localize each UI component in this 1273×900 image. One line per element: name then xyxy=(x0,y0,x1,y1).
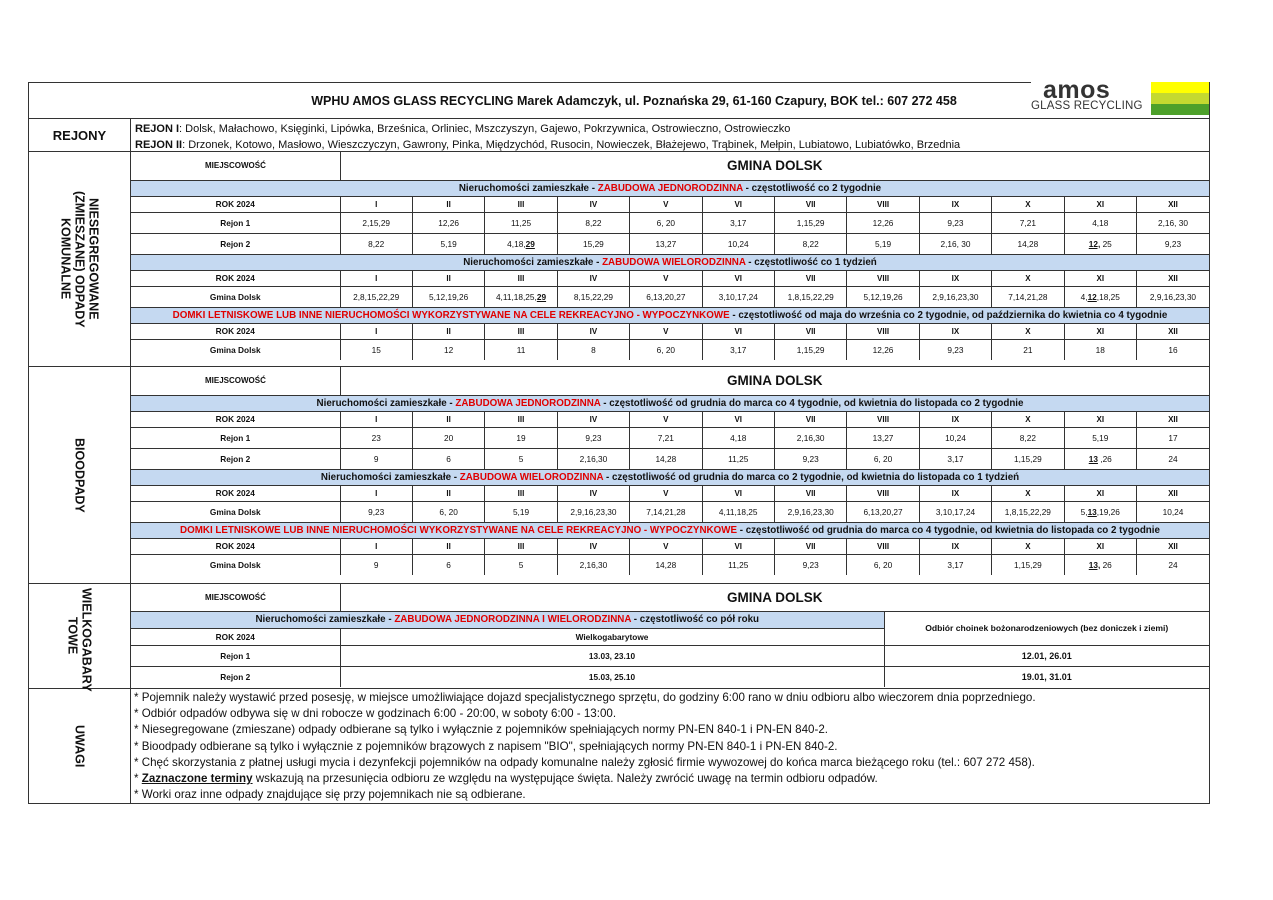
logo-stripes-icon xyxy=(1151,82,1209,115)
date-cell: 12 xyxy=(412,339,484,360)
section-uwagi xyxy=(29,689,1209,804)
month-header: X xyxy=(992,538,1064,554)
date-cell: 6, 20 xyxy=(847,448,919,469)
month-header: X xyxy=(992,411,1064,427)
section-wielkogabarytowe xyxy=(29,584,1209,692)
month-header: II xyxy=(412,411,484,427)
section-niesegregowane xyxy=(29,152,1209,367)
month-header: III xyxy=(485,323,557,339)
month-header: V xyxy=(630,485,702,501)
section-bioodpady-label: BIOODPADY xyxy=(72,437,87,513)
date-cell: 1,15,29 xyxy=(774,339,846,360)
month-header: V xyxy=(630,411,702,427)
row-label: Rejon 2 xyxy=(131,448,340,469)
date-cell: 2,9,16,23,30 xyxy=(1136,286,1209,307)
section-wielkogabarytowe-label: WIELKOGABARY TOWE xyxy=(65,588,94,692)
month-header: III xyxy=(485,538,557,554)
band-domki: DOMKI LETNISKOWE LUB INNE NIERUCHOMOŚCI WYKORZYSTYWANE NA CELE REKREACYJNO - WYPOCZYNKOWE - częstotliwość od grudnia do marca co 4 tygodnie, od kwietnia do listopada co 2 tygodnie xyxy=(131,522,1209,538)
month-header: VI xyxy=(702,323,774,339)
month-header: V xyxy=(630,270,702,286)
band-wielkogabarytowe: Nieruchomości zamieszkałe - ZABUDOWA JEDNORODZINNA I WIELORODZINNA - częstotliwość co pół roku xyxy=(131,611,884,628)
date-cell: 14,28 xyxy=(630,448,702,469)
row-label: Gmina Dolsk xyxy=(131,339,340,360)
month-header: II xyxy=(412,485,484,501)
date-cell: 11,25 xyxy=(702,554,774,575)
date-cell: 5,19 xyxy=(1064,427,1136,448)
date-cell: 23 xyxy=(340,427,412,448)
band-jednorodzinna: Nieruchomości zamieszkałe - ZABUDOWA JEDNORODZINNA - częstotliwość od grudnia do marca co 4 tygodnie, od kwietnia do listopada co 2 tygodnie xyxy=(131,395,1209,411)
miejscowosc-label: MIEJSCOWOŚĆ xyxy=(131,584,340,611)
logo-subtitle: GLASS RECYCLING xyxy=(1031,100,1143,112)
months-row xyxy=(131,323,1209,339)
month-header: XI xyxy=(1064,538,1136,554)
months-row xyxy=(131,196,1209,212)
month-header: III xyxy=(485,485,557,501)
rok-label: ROK 2024 xyxy=(131,411,340,427)
date-cell: 8,15,22,29 xyxy=(557,286,629,307)
logo-word: amos xyxy=(1043,76,1111,104)
month-header: VII xyxy=(774,323,846,339)
date-cell: 3,17 xyxy=(702,339,774,360)
date-cell: 10,24 xyxy=(919,427,991,448)
band-wielorodzinna: Nieruchomości zamieszkałe - ZABUDOWA WIELORODZINNA - częstotliwość od grudnia do marca co 2 tygodnie, od kwietnia do listopada co 1 tydzień xyxy=(131,469,1209,485)
date-cell: 6, 20 xyxy=(630,212,702,233)
date-cell: 10,24 xyxy=(1136,501,1209,522)
date-cell: 24 xyxy=(1136,448,1209,469)
date-cell: 2,16, 30 xyxy=(919,233,991,254)
month-header: IX xyxy=(919,538,991,554)
month-header: VI xyxy=(702,485,774,501)
gmina-title: GMINA DOLSK xyxy=(340,152,1209,180)
section-bioodpady xyxy=(29,367,1209,584)
date-cell: 9,23 xyxy=(1136,233,1209,254)
date-cell: 13 ,26 xyxy=(1064,448,1136,469)
note-line: * Chęć skorzystania z płatnej usługi mycia i dezynfekcji pojemników na odpady komunalne należy zgłosić firmie wywozowej do końca marca bieżącego roku (tel.: 607 272 458). xyxy=(134,755,1035,769)
gmina-title: GMINA DOLSK xyxy=(340,367,1209,395)
table-row xyxy=(131,501,1209,522)
months-row xyxy=(131,538,1209,554)
date-cell: 5,12,19,26 xyxy=(847,286,919,307)
row-label: Gmina Dolsk xyxy=(131,554,340,575)
month-header: VI xyxy=(702,538,774,554)
wielk-rejon-2-dates: 15.03, 25.10 xyxy=(340,666,884,687)
note-line: * Bioodpady odbierane są tylko i wyłącznie z pojemników brązowych z napisem "BIO", spełniających normy PN-EN 840-1 i PN-EN 840-2. xyxy=(134,739,838,753)
date-cell: 6, 20 xyxy=(630,339,702,360)
date-cell: 13,27 xyxy=(630,233,702,254)
month-header: II xyxy=(412,270,484,286)
note-line: * Zaznaczone terminy wskazują na przesunięcia odbioru ze względu na występujące święta. Należy zwrócić uwagę na termin odbioru odpadów. xyxy=(134,772,878,786)
months-row xyxy=(131,411,1209,427)
date-cell: 6,13,20,27 xyxy=(630,286,702,307)
month-header: IX xyxy=(919,485,991,501)
date-cell: 6 xyxy=(412,448,484,469)
date-cell: 9 xyxy=(340,554,412,575)
note-line: * Pojemnik należy wystawić przed posesję, w miejsce umożliwiające dojazd specjalistycznego sprzętu, do godziny 6:00 rano w dniu odbioru albo wieczorem dnia poprzedniego. xyxy=(134,691,1036,704)
date-cell: 9 xyxy=(340,448,412,469)
rejon-1-label: Rejon 1 xyxy=(131,645,340,666)
date-cell: 15 xyxy=(340,339,412,360)
table-row xyxy=(131,448,1209,469)
rok-label: ROK 2024 xyxy=(131,323,340,339)
note-line: * Odbiór odpadów odbywa się w dni robocze w godzinach 6:00 - 20:00, w soboty 6:00 - 13:00. xyxy=(134,707,617,721)
month-header: XII xyxy=(1136,485,1209,501)
month-header: IV xyxy=(557,323,629,339)
month-header: VIII xyxy=(847,323,919,339)
date-cell: 6 xyxy=(412,554,484,575)
month-header: XII xyxy=(1136,270,1209,286)
uwagi-side xyxy=(29,689,131,803)
month-header: V xyxy=(630,538,702,554)
month-header: X xyxy=(992,323,1064,339)
date-cell: 11,25 xyxy=(485,212,557,233)
month-header: XI xyxy=(1064,411,1136,427)
month-header: I xyxy=(340,270,412,286)
month-header: V xyxy=(630,196,702,212)
rejon-2-label: REJON II xyxy=(135,138,183,151)
date-cell: 2,16, 30 xyxy=(1136,212,1209,233)
date-cell: 6, 20 xyxy=(847,554,919,575)
month-header: II xyxy=(412,538,484,554)
date-cell: 2,15,29 xyxy=(340,212,412,233)
month-header: XI xyxy=(1064,270,1136,286)
choinki-rejon-2-dates: 19.01, 31.01 xyxy=(884,666,1209,687)
month-header: X xyxy=(992,196,1064,212)
row-label: Rejon 1 xyxy=(131,212,340,233)
date-cell: 8,22 xyxy=(992,427,1064,448)
schedule-sheet xyxy=(28,76,1210,804)
date-cell: 4,18 xyxy=(1064,212,1136,233)
date-cell: 5,12,19,26 xyxy=(412,286,484,307)
month-header: II xyxy=(412,323,484,339)
date-cell: 12,26 xyxy=(847,212,919,233)
note-line: * Worki oraz inne odpady znajdujące się przy pojemnikach nie są odbierane. xyxy=(134,788,526,802)
month-header: VI xyxy=(702,196,774,212)
date-cell: 7,14,21,28 xyxy=(992,286,1064,307)
date-cell: 4,12,18,25 xyxy=(1064,286,1136,307)
month-header: V xyxy=(630,323,702,339)
date-cell: 2,9,16,23,30 xyxy=(919,286,991,307)
table-row xyxy=(131,233,1209,254)
date-cell: 13,27 xyxy=(847,427,919,448)
month-header: I xyxy=(340,411,412,427)
month-header: XII xyxy=(1136,538,1209,554)
band-wielorodzinna: Nieruchomości zamieszkałe - ZABUDOWA WIELORODZINNA - częstotliwość co 1 tydzień xyxy=(131,254,1209,270)
date-cell: 5 xyxy=(485,448,557,469)
date-cell: 14,28 xyxy=(992,233,1064,254)
month-header: VIII xyxy=(847,196,919,212)
date-cell: 11,25 xyxy=(702,448,774,469)
month-header: X xyxy=(992,270,1064,286)
niesegregowane-table xyxy=(131,152,1209,360)
date-cell: 3,10,17,24 xyxy=(702,286,774,307)
month-header: IV xyxy=(557,196,629,212)
wielkogabarytowe-table xyxy=(131,584,1209,687)
date-cell: 1,8,15,22,29 xyxy=(992,501,1064,522)
header-row xyxy=(29,76,1209,119)
month-header: VI xyxy=(702,270,774,286)
rok-label: ROK 2024 xyxy=(131,196,340,212)
month-header: IX xyxy=(919,323,991,339)
date-cell: 9,23 xyxy=(919,212,991,233)
date-cell: 8,22 xyxy=(557,212,629,233)
date-cell: 2,16,30 xyxy=(774,427,846,448)
company-title: WPHU AMOS GLASS RECYCLING Marek Adamczyk, ul. Poznańska 29, 61-160 Czapury, BOK tel.: 607 272 458 xyxy=(311,93,957,108)
section-niesegregowane-label: NIESEGREGOWANE (ZMIESZANE) ODPADY KOMUNALNE xyxy=(58,190,101,328)
month-header: VII xyxy=(774,411,846,427)
rok-label: ROK 2024 xyxy=(131,628,340,645)
rok-label: ROK 2024 xyxy=(131,538,340,554)
date-cell: 9,23 xyxy=(340,501,412,522)
rejon-1-label: REJON I xyxy=(135,123,180,135)
table-row xyxy=(131,554,1209,575)
date-cell: 14,28 xyxy=(630,554,702,575)
row-label: Gmina Dolsk xyxy=(131,286,340,307)
row-label: Rejon 1 xyxy=(131,427,340,448)
section-wielkogabarytowe-side xyxy=(29,584,131,692)
row-label: Rejon 2 xyxy=(131,233,340,254)
date-cell: 6, 20 xyxy=(412,501,484,522)
date-cell: 7,14,21,28 xyxy=(630,501,702,522)
months-row xyxy=(131,270,1209,286)
date-cell: 9,23 xyxy=(557,427,629,448)
date-cell: 5 xyxy=(485,554,557,575)
month-header: VII xyxy=(774,270,846,286)
date-cell: 13, 26 xyxy=(1064,554,1136,575)
uwagi-label: UWAGI xyxy=(72,724,87,768)
date-cell: 11 xyxy=(485,339,557,360)
band-domki: DOMKI LETNISKOWE LUB INNE NIERUCHOMOŚCI WYKORZYSTYWANE NA CELE REKREACYJNO - WYPOCZYNKOWE - częstotliwość od maja do września co 2 tygodnie, od października do kwietnia co 4 tygodnie xyxy=(131,307,1209,323)
date-cell: 9,23 xyxy=(919,339,991,360)
date-cell: 2,16,30 xyxy=(557,554,629,575)
month-header: X xyxy=(992,485,1064,501)
row-label: Gmina Dolsk xyxy=(131,501,340,522)
month-header: I xyxy=(340,323,412,339)
month-header: VI xyxy=(702,411,774,427)
miejscowosc-label: MIEJSCOWOŚĆ xyxy=(131,367,340,395)
rejony-list xyxy=(131,119,1209,151)
date-cell: 6,13,20,27 xyxy=(847,501,919,522)
date-cell: 4,11,18,25 xyxy=(702,501,774,522)
date-cell: 5,19 xyxy=(847,233,919,254)
date-cell: 3,17 xyxy=(919,448,991,469)
month-header: IV xyxy=(557,538,629,554)
date-cell: 18 xyxy=(1064,339,1136,360)
logo-stripe xyxy=(1151,104,1209,115)
date-cell: 5,19 xyxy=(412,233,484,254)
date-cell: 15,29 xyxy=(557,233,629,254)
month-header: IX xyxy=(919,270,991,286)
date-cell: 20 xyxy=(412,427,484,448)
table-row xyxy=(131,339,1209,360)
month-header: II xyxy=(412,196,484,212)
logo-stripe xyxy=(1151,93,1209,104)
miejscowosc-label: MIEJSCOWOŚĆ xyxy=(131,152,340,180)
date-cell: 1,15,29 xyxy=(774,212,846,233)
month-header: XI xyxy=(1064,485,1136,501)
date-cell: 2,9,16,23,30 xyxy=(774,501,846,522)
gmina-title: GMINA DOLSK xyxy=(340,584,1209,611)
month-header: IV xyxy=(557,411,629,427)
rejon-2-line xyxy=(135,138,1205,154)
month-header: IX xyxy=(919,411,991,427)
bioodpady-table xyxy=(131,367,1209,575)
date-cell: 4,18,29 xyxy=(485,233,557,254)
rejon-1-towns: : Dolsk, Małachowo, Księginki, Lipówka, Brześnica, Orliniec, Mszczyszyn, Gajewo, Pokrzywnica, Ostrowieczno, Ostrowieczko xyxy=(179,123,791,135)
date-cell: 8,22 xyxy=(774,233,846,254)
date-cell: 16 xyxy=(1136,339,1209,360)
date-cell: 4,18 xyxy=(702,427,774,448)
highlighted-dates-note: Zaznaczone terminy xyxy=(141,772,253,786)
month-header: III xyxy=(485,196,557,212)
date-cell: 3,17 xyxy=(919,554,991,575)
choinki-rejon-1-dates: 12.01, 26.01 xyxy=(884,645,1209,666)
date-cell: 9,23 xyxy=(774,448,846,469)
month-header: XI xyxy=(1064,323,1136,339)
month-header: VII xyxy=(774,196,846,212)
rejon-2-towns: : Drzonek, Kotowo, Masłowo, Wieszczyczyn, Gawrony, Pinka, Międzychód, Rusocin, Nowieczek, Błażejewo, Trąbinek, Mełpin, Lubiatowo, Lubiatówko, Brzednia xyxy=(182,138,961,151)
months-row xyxy=(131,485,1209,501)
month-header: III xyxy=(485,270,557,286)
date-cell: 3,10,17,24 xyxy=(919,501,991,522)
section-bioodpady-side xyxy=(29,367,131,583)
month-header: IV xyxy=(557,485,629,501)
date-cell: 21 xyxy=(992,339,1064,360)
date-cell: 2,16,30 xyxy=(557,448,629,469)
date-cell: 5,13,19,26 xyxy=(1064,501,1136,522)
month-header: VIII xyxy=(847,411,919,427)
date-cell: 7,21 xyxy=(630,427,702,448)
section-niesegregowane-side xyxy=(29,152,131,366)
month-header: VII xyxy=(774,485,846,501)
amos-logo xyxy=(1031,76,1209,115)
rok-label: ROK 2024 xyxy=(131,270,340,286)
date-cell: 1,15,29 xyxy=(992,448,1064,469)
uwagi-notes xyxy=(131,689,1209,803)
date-cell: 9,23 xyxy=(774,554,846,575)
month-header: VIII xyxy=(847,485,919,501)
rejon-2-label: Rejon 2 xyxy=(131,666,340,687)
rejony-row xyxy=(29,119,1209,152)
month-header: XII xyxy=(1136,411,1209,427)
choinki-header: Odbiór choinek bożonarodzeniowych (bez doniczek i ziemi) xyxy=(884,611,1209,645)
date-cell: 1,15,29 xyxy=(992,554,1064,575)
date-cell: 2,9,16,23,30 xyxy=(557,501,629,522)
rok-label: ROK 2024 xyxy=(131,485,340,501)
month-header: IX xyxy=(919,196,991,212)
note-line: * Niesegregowane (zmieszane) odpady odbierane są tylko i wyłącznie z pojemników spełniających normy PN-EN 840-1 i PN-EN 840-2. xyxy=(134,723,829,737)
rejony-label: REJONY xyxy=(29,119,131,151)
month-header: XI xyxy=(1064,196,1136,212)
month-header: VII xyxy=(774,538,846,554)
date-cell: 17 xyxy=(1136,427,1209,448)
date-cell: 1,8,15,22,29 xyxy=(774,286,846,307)
month-header: I xyxy=(340,485,412,501)
date-cell: 4,11,18,25,29 xyxy=(485,286,557,307)
table-row xyxy=(131,286,1209,307)
month-header: I xyxy=(340,196,412,212)
date-cell: 24 xyxy=(1136,554,1209,575)
date-cell: 19 xyxy=(485,427,557,448)
wielkogabarytowe-header: Wielkogabarytowe xyxy=(340,628,884,645)
month-header: I xyxy=(340,538,412,554)
date-cell: 10,24 xyxy=(702,233,774,254)
month-header: VIII xyxy=(847,270,919,286)
date-cell: 12,26 xyxy=(412,212,484,233)
date-cell: 8,22 xyxy=(340,233,412,254)
month-header: IV xyxy=(557,270,629,286)
date-cell: 12,26 xyxy=(847,339,919,360)
date-cell: 2,8,15,22,29 xyxy=(340,286,412,307)
month-header: III xyxy=(485,411,557,427)
date-cell: 3,17 xyxy=(702,212,774,233)
month-header: XII xyxy=(1136,323,1209,339)
logo-stripe xyxy=(1151,82,1209,93)
date-cell: 12, 25 xyxy=(1064,233,1136,254)
wielk-rejon-1-dates: 13.03, 23.10 xyxy=(340,645,884,666)
table-row xyxy=(131,427,1209,448)
rejon-1-line xyxy=(135,122,1205,138)
date-cell: 7,21 xyxy=(992,212,1064,233)
band-jednorodzinna: Nieruchomości zamieszkałe - ZABUDOWA JEDNORODZINNA - częstotliwość co 2 tygodnie xyxy=(131,180,1209,196)
date-cell: 5,19 xyxy=(485,501,557,522)
table-row xyxy=(131,212,1209,233)
date-cell: 8 xyxy=(557,339,629,360)
month-header: XII xyxy=(1136,196,1209,212)
month-header: VIII xyxy=(847,538,919,554)
